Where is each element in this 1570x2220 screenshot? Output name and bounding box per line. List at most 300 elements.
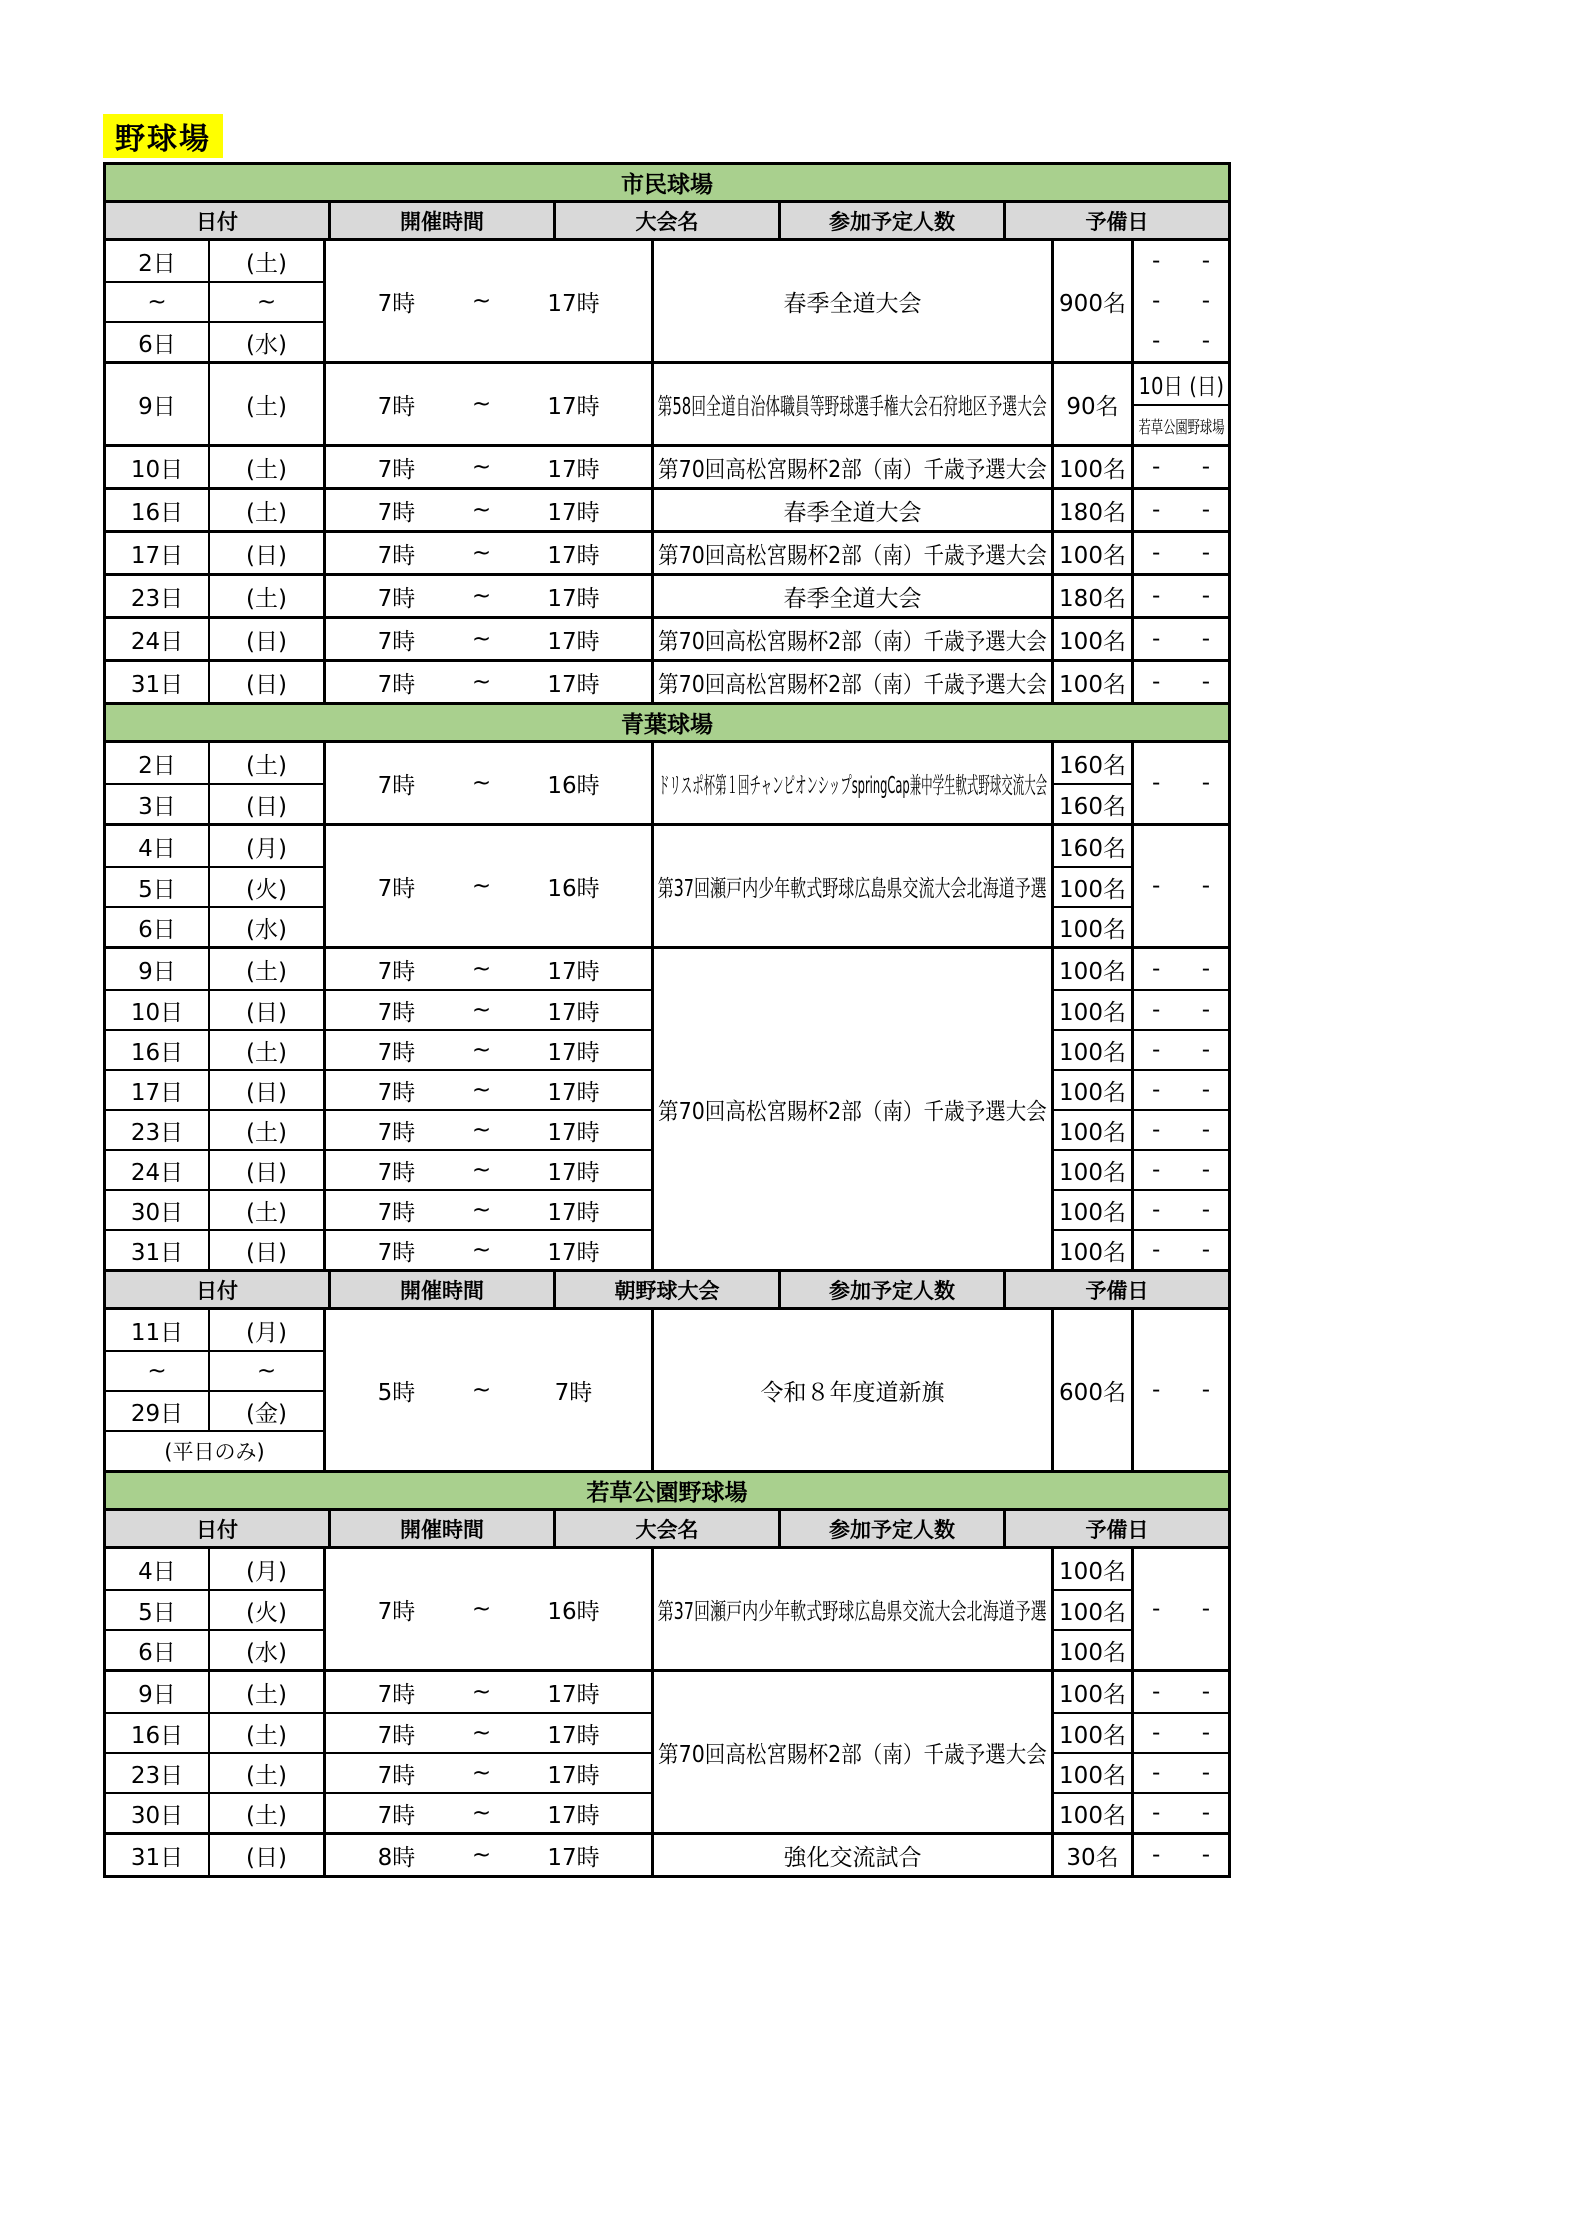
date-cell (106, 533, 323, 573)
schedule-row (106, 1835, 1228, 1875)
reserve-dash: - (1152, 1679, 1161, 1705)
time-end: 16時 (547, 772, 600, 799)
weekday-label: (火) (246, 876, 287, 903)
time-end: 17時 (547, 456, 600, 483)
reserve-dash: - (1201, 1157, 1210, 1183)
date-cell (106, 619, 323, 659)
participants-cell (1054, 1149, 1131, 1189)
time-end: 17時 (547, 671, 600, 698)
col-header-reserve (1006, 1272, 1228, 1307)
participants-column (1054, 447, 1134, 487)
time-end: 17時 (547, 958, 600, 985)
date-cell (106, 241, 323, 281)
date-column (106, 490, 326, 530)
header-label: 朝野球大会 (614, 1278, 720, 1303)
participants-column (1054, 576, 1134, 616)
tournament-column (654, 1835, 1054, 1875)
time-start: 7時 (377, 290, 416, 317)
date-cell (106, 1109, 323, 1149)
reserve-dash: - (1201, 1679, 1210, 1705)
day-label: 2日 (106, 241, 210, 281)
reserve-dash: - (1201, 1077, 1210, 1103)
reserve-column (1134, 1672, 1228, 1832)
date-cell (106, 447, 323, 487)
tournament-name: 第70回高松宮賜杯2部（南）千歳予選大会 (658, 542, 1047, 569)
day-label: 30日 (106, 1191, 210, 1229)
time-cell (326, 576, 651, 616)
reserve-dashes (1134, 288, 1228, 314)
reserve-dash: - (1201, 1596, 1210, 1622)
day-label: 9日 (106, 949, 210, 989)
tournament-name: 春季全道大会 (783, 499, 922, 526)
reserve-dashes (1134, 1237, 1228, 1263)
reserve-dash: - (1201, 997, 1210, 1023)
day-label: 29日 (106, 1392, 210, 1430)
schedule-row (106, 490, 1228, 533)
time-start: 7時 (377, 1802, 416, 1829)
time-column (326, 241, 654, 361)
tournament-column (654, 1549, 1054, 1669)
time-start: 7時 (377, 1199, 416, 1226)
time-cell (326, 949, 651, 989)
participants-cell (1054, 826, 1131, 866)
reserve-cell (1134, 662, 1228, 702)
date-cell (106, 1350, 323, 1390)
time-tilde: ~ (471, 454, 492, 480)
reserve-cell (1134, 1069, 1228, 1109)
participants-count: 100名 (1059, 456, 1126, 483)
participants-count: 100名 (1059, 1802, 1126, 1829)
weekday-label: (日) (246, 542, 287, 569)
time-start: 7時 (377, 628, 416, 655)
date-column (106, 619, 326, 659)
participants-column (1054, 241, 1134, 361)
participants-cell (1054, 241, 1131, 361)
time-cell (326, 662, 651, 702)
tournament-name: 第37回瀬戸内少年軟式野球広島県交流大会北海道予選 (657, 875, 1048, 902)
tournament-name: 第70回高松宮賜杯2部（南）千歳予選大会 (658, 1741, 1047, 1768)
schedule-block-morning (106, 1310, 1228, 1473)
reserve-cell (1134, 321, 1228, 361)
header-label: 予備日 (1085, 209, 1149, 234)
time-start: 7時 (377, 456, 416, 483)
participants-count: 900名 (1059, 290, 1126, 317)
day-label: 31日 (106, 1835, 210, 1875)
reserve-dash: - (1152, 1720, 1161, 1746)
weekday-label: (土) (246, 1762, 287, 1789)
time-cell (326, 533, 651, 573)
participants-count: 100名 (1059, 1079, 1126, 1106)
reserve-dash: - (1152, 997, 1161, 1023)
time-cell (326, 1712, 651, 1752)
tournament-column (654, 743, 1054, 823)
schedule-block (106, 826, 1228, 949)
date-cell (106, 576, 323, 616)
date-cell (106, 1149, 323, 1189)
reserve-dash: - (1201, 583, 1210, 609)
reserve-column (1134, 826, 1228, 946)
reserve-dash: - (1152, 328, 1161, 354)
header-label: 開催時間 (400, 1278, 484, 1303)
date-cell (106, 1549, 323, 1589)
time-column (326, 949, 654, 1269)
time-tilde: ~ (471, 1197, 492, 1223)
time-start: 5時 (377, 1379, 416, 1406)
reserve-dashes (1134, 328, 1228, 354)
tournament-cell (654, 576, 1051, 616)
col-header-time (331, 1272, 556, 1307)
reserve-cell (1134, 1310, 1228, 1470)
time-tilde: ~ (471, 1760, 492, 1786)
tournament-column (654, 241, 1054, 361)
time-end: 17時 (547, 542, 600, 569)
col-header-morning-tournament (556, 1272, 781, 1307)
participants-cell (1054, 1629, 1131, 1669)
tournament-cell (654, 826, 1051, 946)
reserve-dashes (1134, 1117, 1228, 1143)
time-start: 7時 (377, 499, 416, 526)
tournament-cell (654, 1835, 1051, 1875)
weekday-label: (土) (246, 1039, 287, 1066)
time-column (326, 447, 654, 487)
reserve-column (1134, 949, 1228, 1269)
time-cell (326, 1835, 651, 1875)
time-end: 17時 (547, 1681, 600, 1708)
time-range (326, 494, 651, 527)
col-header-participants (781, 1511, 1006, 1546)
participants-count: 100名 (1059, 1558, 1126, 1585)
tournament-name: 第70回高松宮賜杯2部（南）千歳予選大会 (658, 671, 1047, 698)
stadium-section-header-wakakusa (106, 1473, 1228, 1511)
note-label: (平日のみ) (164, 1440, 265, 1464)
stadium-name: 市民球場 (621, 172, 713, 198)
reserve-cell (1134, 1189, 1228, 1229)
reserve-dash: - (1152, 669, 1161, 695)
weekdays-only-note (106, 1430, 323, 1470)
reserve-cell (1134, 490, 1228, 530)
day-label: 23日 (106, 1754, 210, 1792)
day-label: 23日 (106, 1111, 210, 1149)
time-end: 17時 (547, 999, 600, 1026)
reserve-dashes (1134, 1842, 1228, 1868)
date-column (106, 949, 326, 1269)
header-label: 大会名 (635, 1517, 699, 1542)
weekday-label: (日) (246, 1844, 287, 1871)
day-label: 16日 (106, 1031, 210, 1069)
day-label: 6日 (106, 323, 210, 361)
weekday-label: (土) (246, 1722, 287, 1749)
reserve-dash: - (1201, 873, 1210, 899)
time-range (326, 623, 651, 656)
time-range (326, 1194, 651, 1227)
participants-cell (1054, 662, 1131, 702)
date-cell (106, 1589, 323, 1629)
reserve-column (1134, 1549, 1228, 1669)
reserve-dashes (1134, 997, 1228, 1023)
reserve-column (1134, 490, 1228, 530)
tournament-cell (654, 1549, 1051, 1669)
reserve-dash: - (1201, 770, 1210, 796)
weekday-label: (土) (246, 250, 287, 277)
time-start: 7時 (377, 1119, 416, 1146)
reserve-cell (1134, 281, 1228, 321)
time-end: 17時 (547, 1844, 600, 1871)
reserve-dash: - (1152, 1760, 1161, 1786)
day-label: 9日 (106, 364, 210, 444)
reserve-column (1134, 743, 1228, 823)
participants-column (1054, 364, 1134, 444)
time-tilde: ~ (471, 1157, 492, 1183)
time-cell (326, 1752, 651, 1792)
time-tilde: ~ (471, 1377, 492, 1403)
weekday-label: (土) (246, 393, 287, 420)
time-column (326, 662, 654, 702)
reserve-dash: - (1152, 288, 1161, 314)
reserve-dash: - (1152, 1077, 1161, 1103)
reserve-dash: - (1201, 1720, 1210, 1746)
time-end: 7時 (554, 1379, 593, 1406)
participants-cell (1054, 1792, 1131, 1832)
time-cell (326, 989, 651, 1029)
date-column (106, 447, 326, 487)
reserve-dashes (1134, 1377, 1228, 1403)
time-cell (326, 447, 651, 487)
weekday-label: (日) (246, 999, 287, 1026)
weekday-label: (土) (246, 1802, 287, 1829)
date-cell (106, 989, 323, 1029)
col-header-time (331, 1511, 556, 1546)
time-start: 7時 (377, 1598, 416, 1625)
reserve-dash: - (1201, 1197, 1210, 1223)
reserve-dash: - (1152, 497, 1161, 523)
schedule-row (106, 447, 1228, 490)
time-start: 7時 (377, 542, 416, 569)
time-start: 7時 (377, 958, 416, 985)
time-range (326, 1757, 651, 1790)
reserve-dash: - (1201, 1117, 1210, 1143)
date-cell (106, 1835, 323, 1875)
participants-count: 160名 (1059, 835, 1126, 862)
reserve-cell (1134, 1149, 1228, 1189)
date-cell (106, 906, 323, 946)
time-range (326, 1234, 651, 1267)
participants-count: 100名 (1059, 1762, 1126, 1789)
reserve-dash: - (1152, 1377, 1161, 1403)
date-cell (106, 1752, 323, 1792)
participants-cell (1054, 949, 1131, 989)
reserve-cell (1134, 1229, 1228, 1269)
reserve-dash: - (1152, 1197, 1161, 1223)
stadium-name: 青葉球場 (621, 712, 713, 738)
date-cell (106, 490, 323, 530)
time-range (326, 388, 651, 421)
col-header-participants (781, 203, 1006, 238)
time-end: 16時 (547, 1598, 600, 1625)
participants-count: 160名 (1059, 793, 1126, 820)
participants-column (1054, 1672, 1134, 1832)
schedule-row (106, 619, 1228, 662)
time-start: 7時 (377, 1722, 416, 1749)
time-column (326, 490, 654, 530)
time-tilde: ~ (471, 583, 492, 609)
header-label: 開催時間 (400, 1517, 484, 1542)
reserve-dashes (1134, 1157, 1228, 1183)
participants-count: 600名 (1059, 1379, 1126, 1406)
time-cell (326, 1310, 651, 1470)
reserve-dashes (1134, 1760, 1228, 1786)
date-cell (106, 281, 323, 321)
time-tilde: ~ (471, 1596, 492, 1622)
participants-count: 100名 (1059, 916, 1126, 943)
date-cell (106, 1229, 323, 1269)
time-tilde: ~ (471, 391, 492, 417)
stadium-section-header-aoba (106, 705, 1228, 743)
participants-cell (1054, 576, 1131, 616)
reserve-column (1134, 1310, 1228, 1470)
date-column (106, 576, 326, 616)
reserve-column (1134, 447, 1228, 487)
day-label: 3日 (106, 785, 210, 823)
time-end: 17時 (547, 1762, 600, 1789)
time-end: 17時 (547, 290, 600, 317)
weekday-label: (土) (246, 1119, 287, 1146)
weekday-label: (火) (246, 1599, 287, 1626)
time-cell (326, 364, 651, 444)
time-range (326, 1074, 651, 1107)
day-label: 24日 (106, 619, 210, 659)
day-label: 6日 (106, 1631, 210, 1669)
time-range (326, 1676, 651, 1709)
schedule-row (106, 533, 1228, 576)
reserve-dash: - (1152, 1596, 1161, 1622)
tournament-cell (654, 1310, 1051, 1470)
weekday-label: (月) (246, 1558, 287, 1585)
reserve-dash: - (1201, 1237, 1210, 1263)
tournament-cell (654, 533, 1051, 573)
date-cell (106, 1712, 323, 1752)
participants-count: 100名 (1059, 1039, 1126, 1066)
reserve-cell (1134, 1109, 1228, 1149)
reserve-venue: 若草公園野球場 (1137, 417, 1225, 438)
header-label: 開催時間 (400, 209, 484, 234)
reserve-cell (1134, 241, 1228, 281)
time-tilde: ~ (471, 540, 492, 566)
time-end: 17時 (547, 1199, 600, 1226)
day-label: 5日 (106, 1591, 210, 1629)
reserve-dashes (1134, 248, 1228, 274)
time-range (326, 994, 651, 1027)
time-range (326, 1154, 651, 1187)
time-column (326, 743, 654, 823)
time-column (326, 364, 654, 444)
time-range (326, 1593, 651, 1626)
time-column (326, 1835, 654, 1875)
day-label: ~ (106, 1352, 210, 1390)
tournament-column (654, 364, 1054, 444)
weekday-label: (土) (246, 1681, 287, 1708)
date-cell (106, 949, 323, 989)
time-cell (326, 1029, 651, 1069)
tournament-column (654, 533, 1054, 573)
day-label: 4日 (106, 1549, 210, 1589)
time-tilde: ~ (471, 1842, 492, 1868)
participants-count: 100名 (1059, 1722, 1126, 1749)
time-start: 7時 (377, 1762, 416, 1789)
schedule-block (106, 743, 1228, 826)
date-column (106, 533, 326, 573)
participants-cell (1054, 743, 1131, 783)
participants-cell (1054, 866, 1131, 906)
header-label: 日付 (196, 1278, 238, 1303)
reserve-cell (1134, 619, 1228, 659)
tournament-cell (654, 364, 1051, 444)
col-header-tournament (556, 1511, 781, 1546)
time-tilde: ~ (471, 288, 492, 314)
time-start: 8時 (377, 1844, 416, 1871)
participants-count: 100名 (1059, 876, 1126, 903)
time-range (326, 870, 651, 903)
participants-count: 180名 (1059, 499, 1126, 526)
time-column (326, 1672, 654, 1832)
participants-column (1054, 533, 1134, 573)
reserve-dash: - (1201, 540, 1210, 566)
participants-cell (1054, 1549, 1131, 1589)
time-range (326, 953, 651, 986)
time-start: 7時 (377, 1039, 416, 1066)
participants-count: 180名 (1059, 585, 1126, 612)
date-cell (106, 1310, 323, 1350)
reserve-column (1134, 662, 1228, 702)
date-cell (106, 1629, 323, 1669)
participants-cell (1054, 1109, 1131, 1149)
time-tilde: ~ (471, 997, 492, 1023)
day-label: 10日 (106, 991, 210, 1029)
time-end: 17時 (547, 499, 600, 526)
time-column (326, 576, 654, 616)
reserve-dashes (1134, 1037, 1228, 1063)
date-cell (106, 783, 323, 823)
time-start: 7時 (377, 1079, 416, 1106)
participants-cell (1054, 1712, 1131, 1752)
reserve-dash: - (1152, 626, 1161, 652)
column-header-row (106, 203, 1228, 241)
tournament-name: 春季全道大会 (783, 585, 922, 612)
schedule-block (106, 1672, 1228, 1835)
schedule-block (106, 241, 1228, 364)
participants-count: 100名 (1059, 999, 1126, 1026)
col-header-date (106, 203, 331, 238)
time-range (326, 666, 651, 699)
time-range (326, 537, 651, 570)
participants-column (1054, 1310, 1134, 1470)
date-cell (106, 1672, 323, 1712)
time-column (326, 826, 654, 946)
weekday-label: (土) (246, 752, 287, 779)
time-tilde: ~ (471, 1037, 492, 1063)
weekday-label: (土) (246, 1199, 287, 1226)
participants-column (1054, 619, 1134, 659)
reserve-dashes (1134, 873, 1228, 899)
time-cell (326, 1549, 651, 1669)
reserve-dash: - (1152, 1800, 1161, 1826)
day-label: 31日 (106, 1231, 210, 1269)
participants-column (1054, 743, 1134, 823)
schedule-table (103, 162, 1231, 1878)
weekday-label: (日) (246, 628, 287, 655)
time-tilde: ~ (471, 1800, 492, 1826)
reserve-dash: - (1152, 1842, 1161, 1868)
reserve-dash: - (1201, 669, 1210, 695)
